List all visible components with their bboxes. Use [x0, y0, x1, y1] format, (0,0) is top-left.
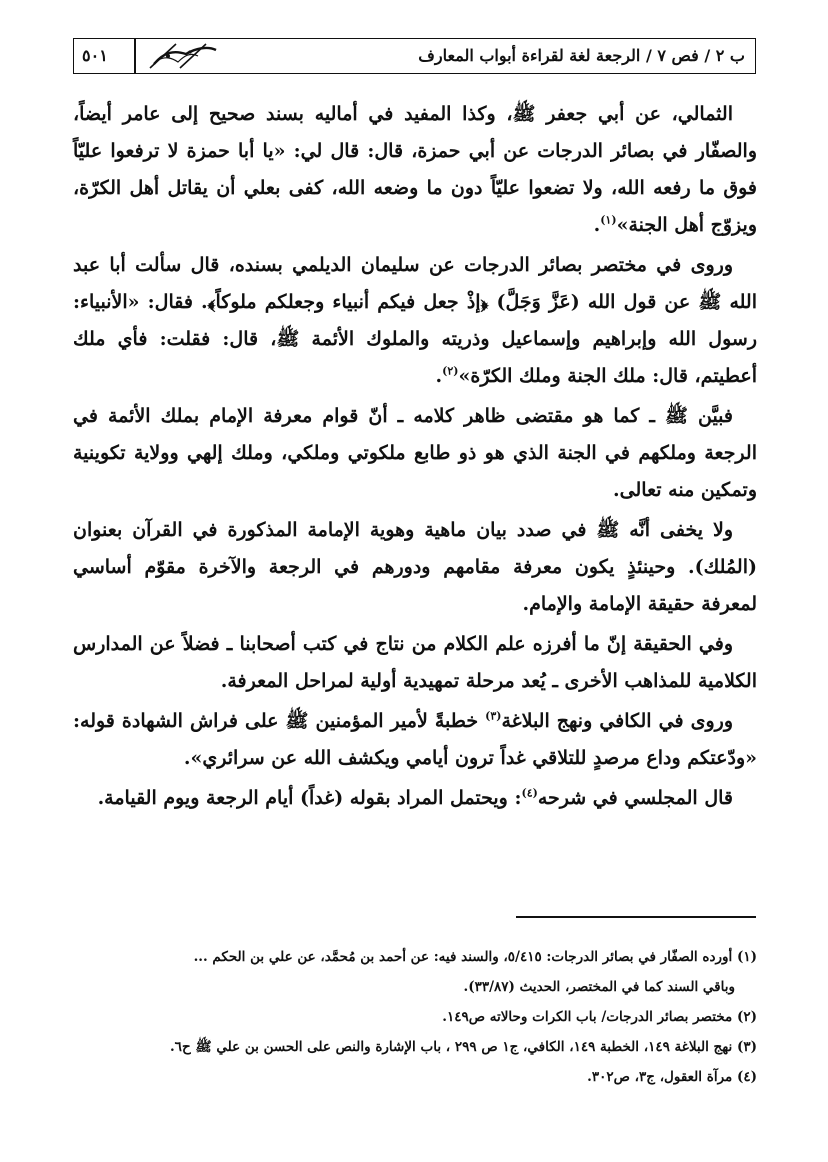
- footnote-3: (٣) نهج البلاغة ١٤٩، الخطبة ١٤٩، الكافي، ج١ ص ٢٩٩ ، باب الإشارة والنص على الحسن بن علي ﷺ ح٦.: [169, 1039, 757, 1055]
- header-divider: [134, 39, 136, 73]
- footnote-ref[interactable]: (٤): [521, 786, 538, 800]
- footnote-1: (١) أورده الصفّار في بصائر الدرجات: ٥/٤١٥، والسند فيه: عن أحمد بن مُحمَّد، عن علي بن الحكم ...: [193, 949, 757, 965]
- page-number: ٥٠١: [82, 46, 108, 65]
- paragraph: وفي الحقيقة إنّ ما أفرزه علم الكلام من نتاج في كتب أصحابنا ـ فضلاً عن المدارس الكلامية للمذاهب الأخرى ـ يُعد مرحلة تمهيدية أولية لمراحل المعرفة.: [73, 633, 757, 692]
- paragraph: ولا يخفى أنَّه ﷺ في صدد بيان ماهية وهوية الإمامة المذكورة في القرآن بعنوان (المُلك). وحينئذٍ يكون معرفة مقامهم ودورهم في الرجعة والآخرة مقوّم أساسي لمعرفة حقيقة الإمامة والإمام.: [73, 519, 757, 615]
- main-text: [73, 96, 757, 820]
- footnotes: [73, 942, 757, 1092]
- running-title: ب ٢ / فص ٧ / الرجعة لغة لقراءة أبواب المعارف: [418, 46, 745, 65]
- footnote-ref[interactable]: (١): [600, 213, 617, 227]
- footnote-4: (٤) مرآة العقول، ج٣، ص٣٠٢.: [587, 1069, 757, 1085]
- paragraph: وروى في الكافي ونهج البلاغة$^{(٣)}$ خطبةً لأمير المؤمنين ﷺ على فراش الشهادة قوله: «ودّعتكم وداع مرصدٍ للتلاقي غداً ترون أيامي ويكشف الله عن سرائري».: [73, 709, 757, 769]
- paragraph: قال المجلسي في شرحه$^{(٤)}$: ويحتمل المراد بقوله (غداً) أيام الرجعة ويوم القيامة.: [97, 786, 733, 809]
- ornament-icon: [146, 42, 246, 70]
- paragraph: الثمالي، عن أبي جعفر ﷺ، وكذا المفيد في أماليه بسند صحيح إلى عامر أيضاً، والصفّار في بصائر الدرجات عن أبي حمزة، قال: قال لي: «يا أبا حمزة لا ترفعوا عليّاً فوق ما رفعه الله، ولا تضعوا عليّاً دون ما وضعه الله، كفى بعلي أن يقاتل أهل الكرّة، ويزوّج أهل الجنة»$^{(١)}$.: [73, 103, 757, 236]
- footnote-1-continued: وباقي السند كما في المختصر، الحديث (٣٣/٨٧).: [463, 979, 735, 995]
- paragraph: وروى في مختصر بصائر الدرجات عن سليمان الديلمي بسنده، قال سألت أبا عبد الله ﷺ عن قول الله (عَزَّ وَجَلَّ) ﴿إذْ جعل فيكم أنبياء وجعلكم ملوكاً﴾. فقال: «الأنبياء: رسول الله وإبراهيم وإسماعيل وذريته والملوك الأئمة ﷺ، قال: فقلت: فأي ملك أعطيتم، قال: ملك الجنة وملك الكرّة»$^{(٢)}$.: [73, 254, 757, 387]
- footnote-2: (٢) مختصر بصائر الدرجات/ باب الكرات وحالاته ص١٤٩.: [442, 1009, 757, 1025]
- paragraph: فبيَّن ﷺ ـ كما هو مقتضى ظاهر كلامه ـ أنّ قوام معرفة الإمام بملك الأئمة في الرجعة وملكهم في الجنة الذي هو ذو طابع ملكوتي وملكي، وملك إلهي وولاية تكوينية وتمكين منه تعالى.: [73, 405, 757, 501]
- footnote-ref[interactable]: (٣): [485, 709, 502, 723]
- footnote-ref[interactable]: (٢): [442, 364, 459, 378]
- footnote-separator: [516, 916, 756, 918]
- page-header: [73, 38, 756, 74]
